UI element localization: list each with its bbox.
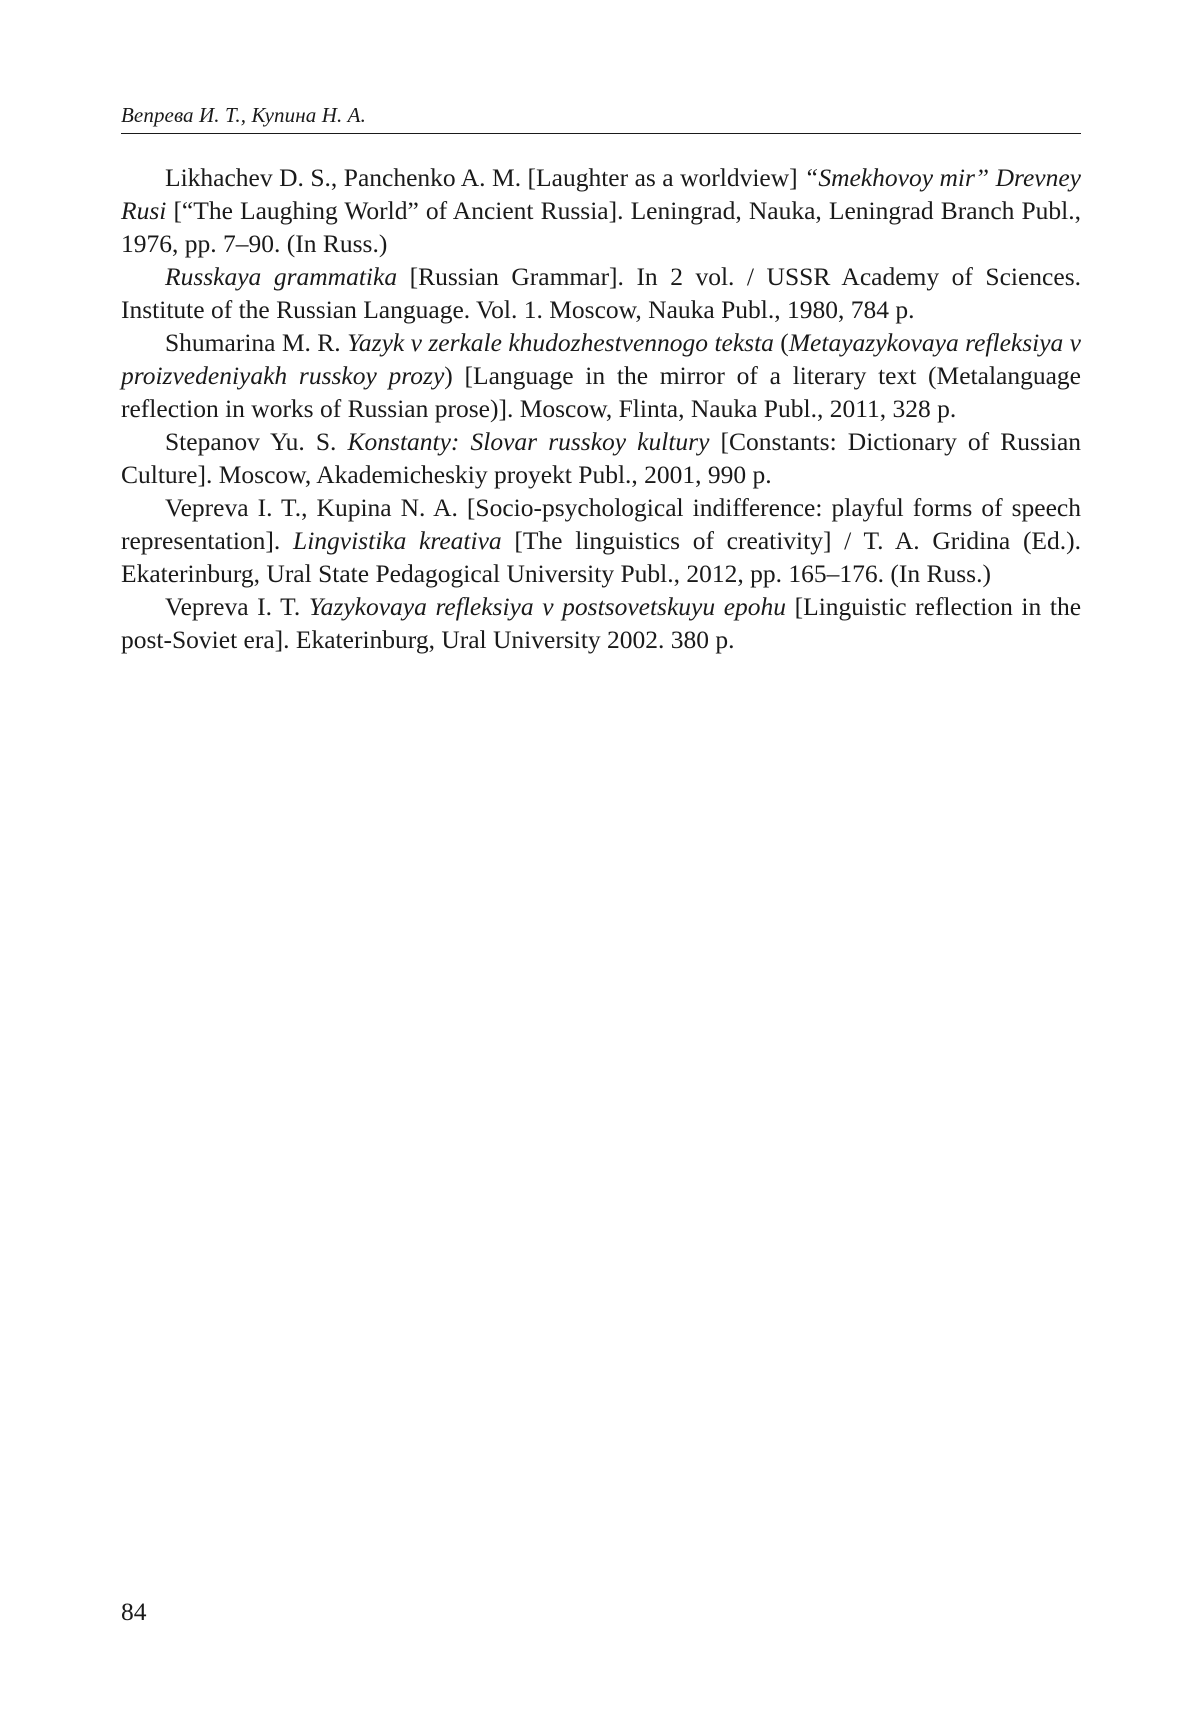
reference-text: [Linguistic reflection in the post-Soviet era]. Ekaterinburg, Ural University 2002. 380 p. (121, 592, 1082, 654)
reference-entry (121, 326, 1081, 425)
reference-text: [Constants: Dictionary of Russian Culture]. Moscow, Akademicheskiy proyekt Publ., 2001, 990 p. (121, 427, 1082, 489)
reference-title: Yazyk v zerkale khudozhestvennogo teksta (347, 328, 774, 357)
page-number: 84 (121, 1597, 147, 1626)
reference-text: Stepanov Yu. S. (165, 427, 348, 456)
reference-entry (121, 425, 1081, 491)
reference-text: Vepreva I. T., Kupina N. A. [Socio-psychological indifference: playful forms of speech representation]. (121, 493, 1081, 555)
reference-entry (121, 161, 1081, 260)
reference-entry (121, 491, 1081, 590)
reference-text: [The linguistics of creativity] / T. A. Gridina (Ed.). Ekaterinburg, Ural State Pedagogical University Publ., 2012, pp. 165–176. (In Russ.) (121, 526, 1081, 588)
reference-text: ( (773, 328, 789, 357)
header-rule (121, 133, 1081, 134)
reference-text: Vepreva I. T. (165, 592, 309, 621)
reference-text: [“The Laughing World” of Ancient Russia]. Leningrad, Nauka, Leningrad Branch Publ., 1976, pp. 7–90. (In Russ.) (121, 196, 1081, 258)
reference-title: Metayazykovaya refleksiya v proizvedeniyakh russkoy prozy (121, 328, 1081, 390)
reference-text: ) [Language in the mirror of a literary text (Metalanguage reflection in works of Russian prose)]. Moscow, Flinta, Nauka Publ., 2011, 328 p. (121, 361, 1081, 423)
reference-title: “Smekhovoy mir” Drevney Rusi (121, 163, 1081, 225)
reference-title: Lingvistika kreativa (293, 526, 502, 555)
reference-title: Konstanty: Slovar russkoy kultury (347, 427, 710, 456)
reference-entry (121, 260, 1081, 326)
reference-text: [Russian Grammar]. In 2 vol. / USSR Academy of Sciences. Institute of the Russian Language. Vol. 1. Moscow, Nauka Publ., 1980, 784 p. (121, 262, 1081, 324)
reference-entry (121, 590, 1081, 656)
reference-title: Russkaya grammatika (165, 262, 398, 291)
reference-title: Yazykovaya refleksiya v postsovetskuyu epohu (308, 592, 787, 621)
reference-text: Likhachev D. S., Panchenko A. M. [Laughter as a worldview] (165, 163, 805, 192)
reference-list (121, 161, 1081, 656)
running-header: Вепрева И. Т., Купина Н. А. (121, 103, 366, 127)
reference-text: Shumarina M. R. (165, 328, 348, 357)
